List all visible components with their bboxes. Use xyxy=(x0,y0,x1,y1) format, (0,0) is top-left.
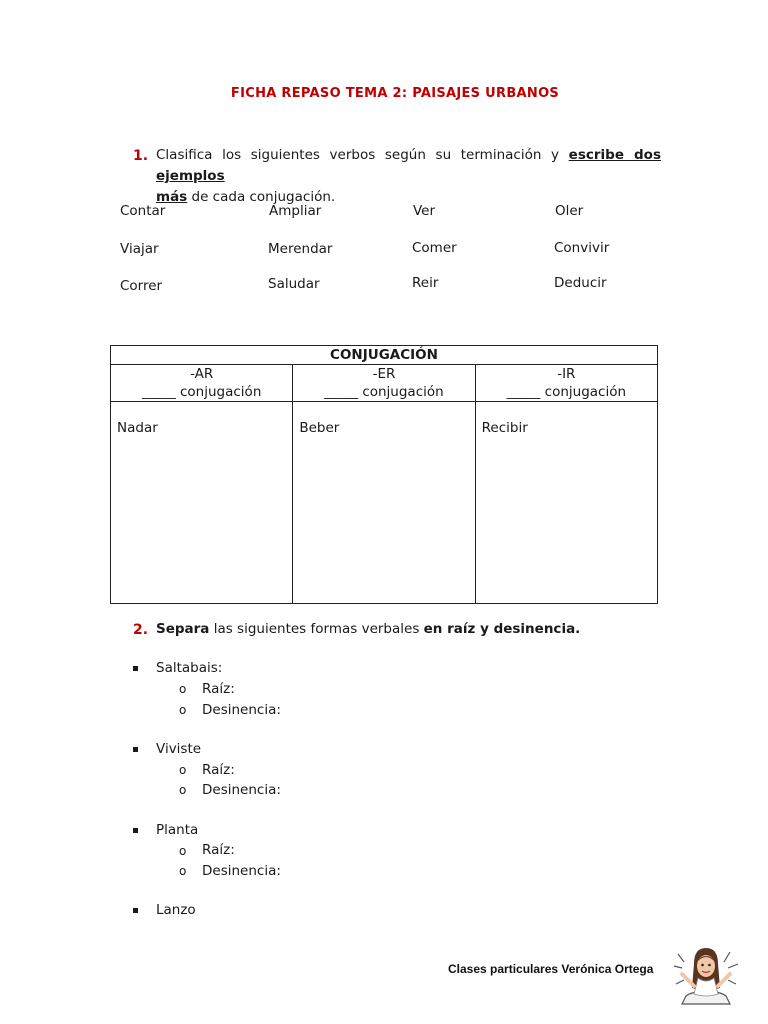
verb-form: Saltabais: xyxy=(156,660,223,676)
verb-item: Convivir xyxy=(554,240,610,256)
ending-label: -AR xyxy=(190,366,214,382)
column-header-ar xyxy=(111,365,293,402)
exercise-1-number: 1. xyxy=(133,148,149,164)
ending-label: Desinencia: xyxy=(202,782,281,798)
exercise-1-instructions xyxy=(156,145,661,208)
verb-item: Ampliar xyxy=(269,203,322,219)
root-label: Raíz: xyxy=(202,842,235,858)
root-label: Raíz: xyxy=(202,762,235,778)
verb-form: Lanzo xyxy=(156,902,196,918)
example-verb: Nadar xyxy=(117,420,158,436)
page-title: FICHA REPASO TEMA 2: PAISAJES URBANOS xyxy=(230,86,560,101)
column-header-er xyxy=(293,365,475,402)
circle-bullet-icon: o xyxy=(179,783,187,797)
verb-item: Comer xyxy=(412,240,457,256)
verb-form: Planta xyxy=(156,822,199,838)
conjugation-table xyxy=(110,345,658,604)
footer-credit: Clases particulares Verónica Ortega xyxy=(448,962,654,976)
verb-item: Correr xyxy=(120,278,163,294)
square-bullet-icon xyxy=(133,747,138,752)
column-body-ar[interactable] xyxy=(111,402,293,604)
circle-bullet-icon: o xyxy=(179,763,187,777)
verb-item: Saludar xyxy=(268,276,320,292)
verb-item: Ver xyxy=(413,203,436,219)
verb-item: Contar xyxy=(120,203,166,219)
exercise-2-instructions xyxy=(156,619,580,640)
root-label: Raíz: xyxy=(202,681,235,697)
ending-label: -IR xyxy=(557,366,576,382)
ex2-bold-1: Separa xyxy=(156,621,210,637)
square-bullet-icon xyxy=(133,666,138,671)
avatar-illustration xyxy=(668,944,744,1008)
verb-item: Viajar xyxy=(120,241,159,257)
column-header-ir xyxy=(475,365,657,402)
circle-bullet-icon: o xyxy=(179,703,187,717)
ending-label: Desinencia: xyxy=(202,702,281,718)
verb-item: Oler xyxy=(555,203,584,219)
ex1-bold-text-2: más xyxy=(156,189,188,205)
verb-item: Deducir xyxy=(554,275,607,291)
conjugation-blank-label: _____ conjugación xyxy=(324,384,444,400)
exercise-2-number: 2. xyxy=(133,622,149,638)
ex1-bold-text: escribe dos ejemplos xyxy=(156,147,661,184)
column-body-ir[interactable] xyxy=(475,402,657,604)
ex2-bold-2: en raíz y desinencia. xyxy=(423,621,581,637)
ex1-text-b: de cada conjugación. xyxy=(187,189,336,205)
example-verb: Beber xyxy=(299,420,340,436)
square-bullet-icon xyxy=(133,908,138,913)
column-body-er[interactable] xyxy=(293,402,475,604)
verb-item: Reir xyxy=(412,275,439,291)
circle-bullet-icon: o xyxy=(179,864,187,878)
conjugation-blank-label: _____ conjugación xyxy=(141,384,262,400)
verb-form: Viviste xyxy=(156,741,202,757)
example-verb: Recibir xyxy=(481,420,528,436)
circle-bullet-icon: o xyxy=(179,844,187,858)
verb-item: Merendar xyxy=(268,241,333,257)
square-bullet-icon xyxy=(133,828,138,833)
conjugation-table-header: CONJUGACIÓN xyxy=(111,346,658,365)
ex2-text: las siguientes formas verbales xyxy=(209,621,424,637)
ending-label: -ER xyxy=(372,366,396,382)
ending-label: Desinencia: xyxy=(202,863,281,879)
circle-bullet-icon: o xyxy=(179,682,187,696)
ex1-text-a: Clasifica los siguientes verbos según su terminación y xyxy=(156,147,569,163)
conjugation-blank-label: _____ conjugación xyxy=(506,384,627,400)
